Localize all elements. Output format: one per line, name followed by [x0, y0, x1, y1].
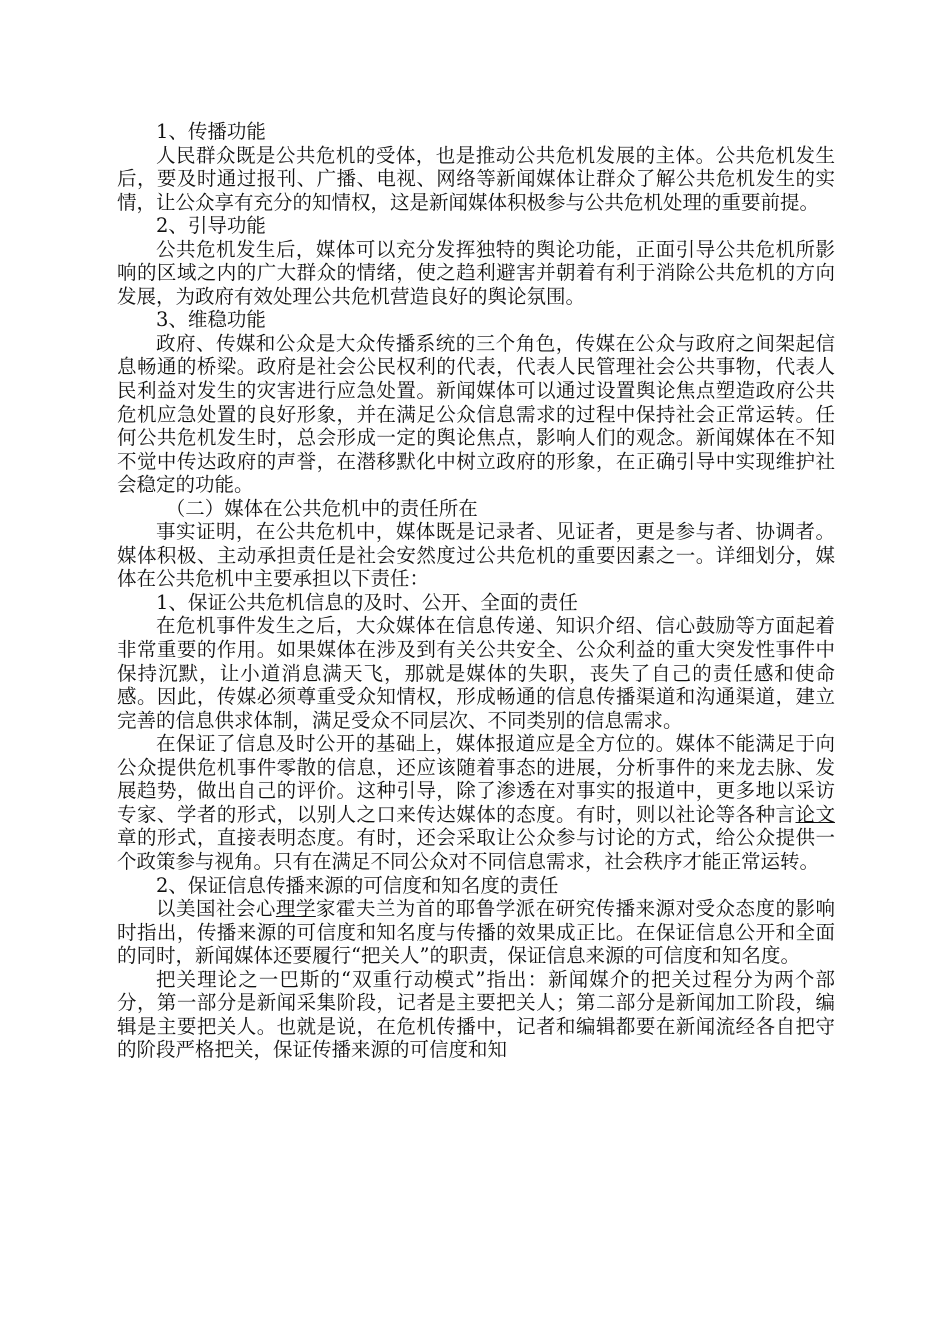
- paragraph-guide-function: 公共危机发生后，媒体可以充分发挥独特的舆论功能，正面引导公共危机所影响的区域之内的广大群众的情绪，使之趋利避害并朝着有利于消除公共危机的方向发展，为政府有效处理公共危机营造良好的舆论氛围。: [117, 237, 835, 308]
- paragraph-timely-info: 在危机事件发生之后，大众媒体在信息传递、知识介绍、信心鼓励等方面起着非常重要的作用。如果媒体在涉及到有关公共安全、公众利益的重大突发性事件中保持沉默，让小道消息满天飞，那就是媒体的失职，丧失了自己的责任感和使命感。因此，传媒必须尊重受众知情权，形成畅通的信息传播渠道和沟通渠道，建立完善的信息供求体制，满足受众不同层次、不同类别的信息需求。: [117, 614, 835, 732]
- link-psychology[interactable]: 理学: [275, 897, 316, 921]
- paragraph-gatekeeping: 把关理论之一巴斯的“双重行动模式”指出：新闻媒介的把关过程分为两个部分，第一部分是新闻采集阶段，记者是主要把关人；第二部分是新闻加工阶段，编辑是主要把关人。也就是说，在危机传播中，记者和编辑都要在新闻流经各自把守的阶段严格把关，保证传播来源的可信度和知: [117, 967, 835, 1062]
- heading-guide-function: 2、引导功能: [156, 214, 266, 238]
- paragraph-all-round-reporting-part2: 章的形式，直接表明态度。有时，还会采取让公众参与讨论的方式，给公众提供一个政策参与视角。只有在满足不同公众对不同信息需求，社会秩序才能正常运转。: [117, 826, 835, 873]
- heading-spread-function: 1、传播功能: [156, 120, 266, 143]
- link-lunwen[interactable]: 论文: [795, 802, 835, 826]
- paragraph-stability-function: 政府、传媒和公众是大众传播系统的三个角色，传媒在公众与政府之间架起信息畅通的桥梁。政府是社会公民权利的代表，代表人民管理社会公共事物，代表人民利益对发生的灾害进行应急处置。新闻媒体可以通过设置舆论焦点塑造政府公共危机应急处置的良好形象，并在满足公众信息需求的过程中保持社会正常运转。任何公共危机发生时，总会形成一定的舆论焦点，影响人们的观念。新闻媒体在不知不觉中传达政府的声誉，在潜移默化中树立政府的形象，在正确引导中实现维护社会稳定的功能。: [117, 331, 835, 497]
- paragraph-yale-school-part2: 家霍夫兰为首的耶鲁学派在研究传播来源对受众态度的影响时指出，传播来源的可信度和知名度与传播的效果成正比。在保证信息公开和全面的同时，新闻媒体还要履行“把关人”的职责，保证信息来源的可信度和知名度。: [117, 897, 835, 968]
- document-body: [117, 120, 835, 1062]
- paragraph-yale-school: [117, 897, 835, 968]
- heading-source-credibility: 2、保证信息传播来源的可信度和知名度的责任: [156, 873, 559, 897]
- heading-stability-function: 3、维稳功能: [156, 308, 266, 332]
- paragraph-all-round-reporting: [117, 732, 835, 873]
- paragraph-yale-school-part1: 以美国社会心: [156, 897, 276, 921]
- paragraph-responsibility-intro: 事实证明，在公共危机中，媒体既是记录者、见证者，更是参与者、协调者。媒体积极、主动承担责任是社会安然度过公共危机的重要因素之一。详细划分，媒体在公共危机中主要承担以下责任：: [117, 520, 835, 591]
- paragraph-spread-function: 人民群众既是公共危机的受体，也是推动公共危机发展的主体。公共危机发生后，要及时通过报刊、广播、电视、网络等新闻媒体让群众了解公共危机发生的实情，让公众享有充分的知情权，这是新闻媒体积极参与公共危机处理的重要前提。: [117, 143, 835, 214]
- heading-timely-info: 1、保证公共危机信息的及时、公开、全面的责任: [156, 590, 578, 614]
- paragraph-all-round-reporting-part1: 在保证了信息及时公开的基础上，媒体报道应是全方位的。媒体不能满足于向公众提供危机事件零散的信息，还应该随着事态的进展，分析事件的来龙去脉、发展趋势，做出自己的评价。这种引导，除了渗透在对事实的报道中，更多地以采访专家、学者的形式，以别人之口来传达媒体的态度。有时，则以社论等各种言: [117, 732, 835, 826]
- section-heading-responsibility: （二）媒体在公共危机中的责任所在: [165, 496, 478, 520]
